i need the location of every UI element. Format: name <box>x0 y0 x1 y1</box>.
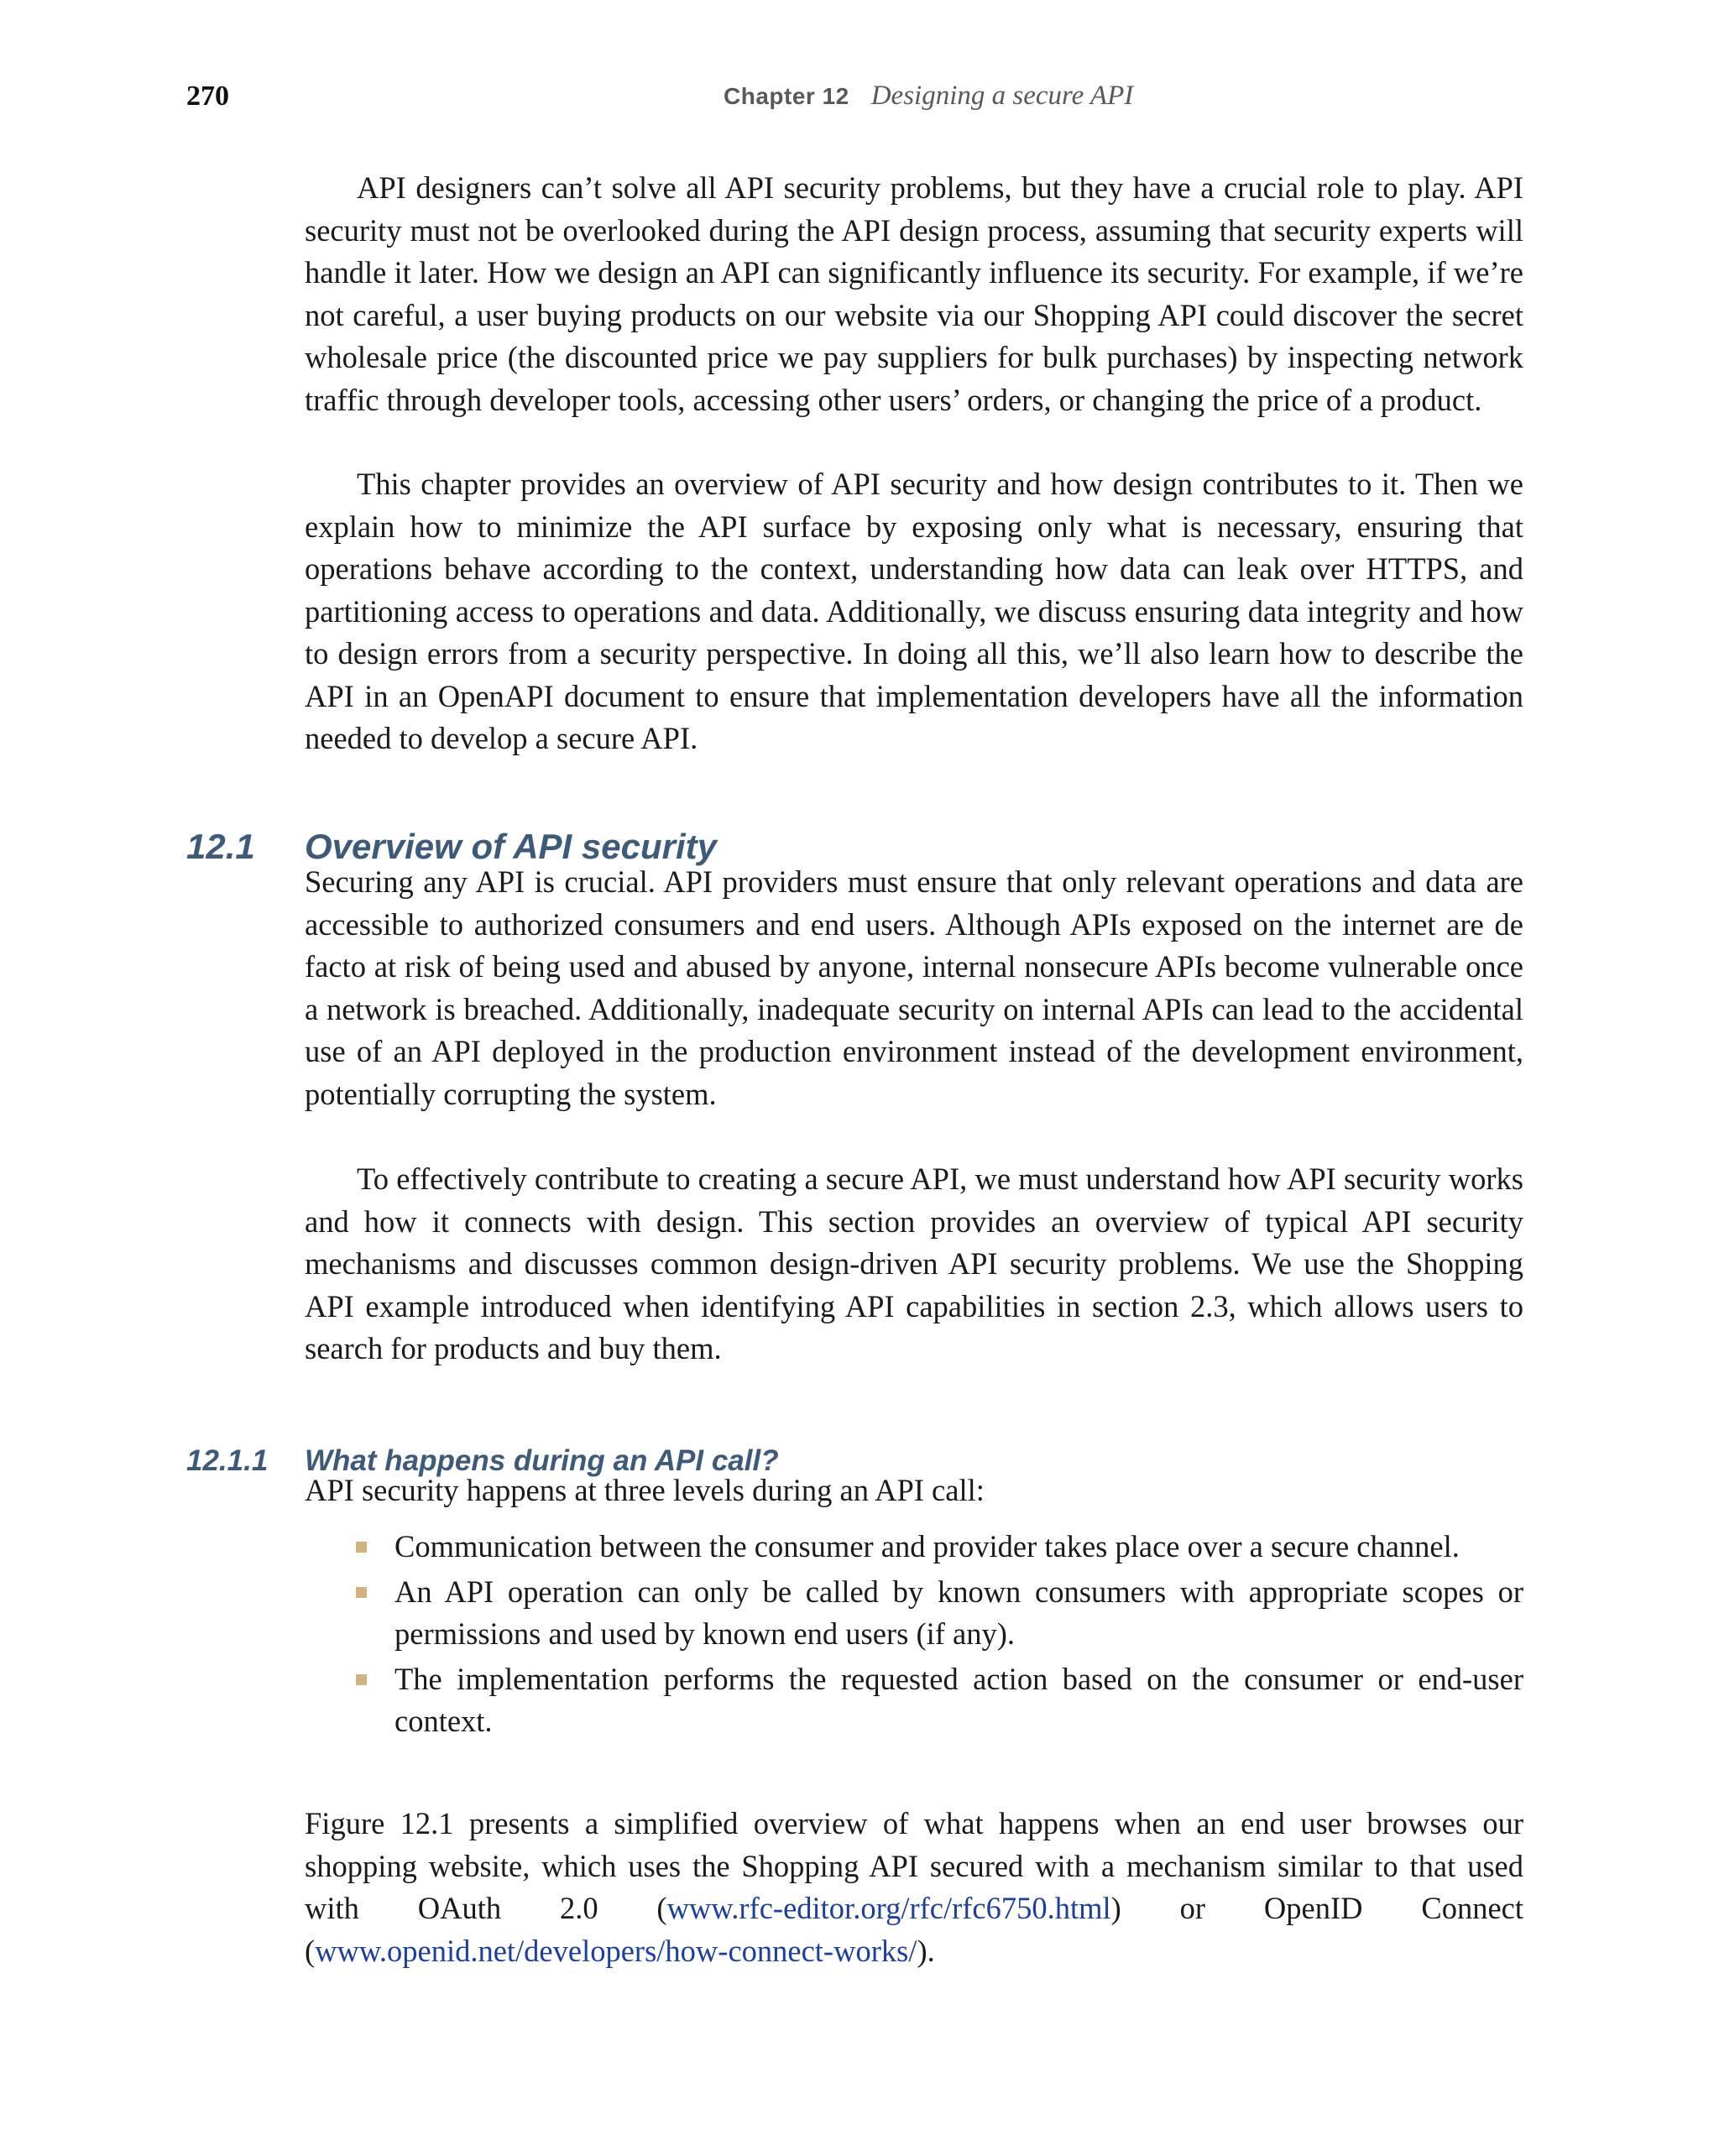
figure-intro-text-1: Figure 12.1 presents a simplified overview of what happens when an end user browses our shopping website, which uses the Shopping API secured with a mechanism similar to that used with OAuth 2.0 ( <box>305 1806 1523 1925</box>
list-item-text: Communication between the consumer and provider takes place over a secure channel. <box>394 1529 1460 1563</box>
running-head-chapter: Chapter 12 <box>724 83 849 109</box>
intro-paragraph-1: API designers can’t solve all API security problems, but they have a crucial role to play. API security must not be overlooked during the API design process, assuming that security experts will handle it later. How we design an API can significantly influence its security. For example, if we’re not careful, a user buying products on our website via our Shopping API could discover the secret wholesale price (the discounted price we pay suppliers for bulk purchases) by inspecting network traffic through developer tools, accessing other users’ orders, or changing the price of a product. <box>305 170 1523 417</box>
list-item <box>351 1571 1523 1656</box>
list-item-text: The implementation performs the requested action based on the consumer or end-user context. <box>394 1661 1523 1738</box>
page-header <box>186 81 1529 123</box>
list-item <box>351 1526 1523 1569</box>
security-levels-list <box>351 1526 1523 1746</box>
square-bullet-icon <box>356 1542 367 1553</box>
running-head-title: Designing a secure API <box>870 81 1134 111</box>
square-bullet-icon <box>356 1587 367 1598</box>
section-paragraph-1: Securing any API is crucial. API providers must ensure that only relevant operations and data are accessible to authorized consumers and end users. Although APIs exposed on the internet are de facto at risk of being used and abused by anyone, internal nonsecure APIs become vulnerable once a network is breached. Additionally, inadequate security on internal APIs can lead to the accidental use of an API deployed in the production environment instead of the development environment, potentially corrupting the system. <box>305 864 1523 1111</box>
figure-intro-paragraph <box>305 1803 1523 1972</box>
list-item-text: An API operation can only be called by known consumers with appropriate scopes or permissions and used by known end users (if any). <box>394 1574 1523 1651</box>
subsection-number: 12.1.1 <box>186 1444 269 1477</box>
list-item <box>351 1658 1523 1743</box>
section-title: Overview of API security <box>305 826 717 866</box>
running-head <box>724 81 1133 112</box>
rfc6750-link[interactable]: www.rfc-editor.org/rfc/rfc6750.html <box>666 1891 1111 1925</box>
openid-connect-link[interactable]: www.openid.net/developers/how-connect-works/ <box>315 1933 917 1968</box>
page-number: 270 <box>186 81 229 112</box>
intro-paragraph-2: This chapter provides an overview of API security and how design contributes to it. Then we explain how to minimize the API surface by exposing only what is necessary, ensuring that operations behave according to the context, understanding how data can leak over HTTPS, and partitioning access to operations and data. Additionally, we discuss ensuring data integrity and how to design errors from a security perspective. In doing all this, we’ll also learn how to describe the API in an OpenAPI document to ensure that implementation developers have all the information needed to develop a secure API. <box>305 467 1523 755</box>
figure-intro-text-2: ) or OpenID Connect ( <box>305 1891 1523 1968</box>
subsection-title: What happens during an API call? <box>305 1444 779 1477</box>
subsection-lead-paragraph: API security happens at three levels during an API call: <box>305 1473 985 1507</box>
section-paragraph-2: To effectively contribute to creating a secure API, we must understand how API security works and how it connects with design. This section provides an overview of typical API security mechanisms and discusses common design-driven API security problems. We use the Shopping API example introduced when identifying API capabilities in section 2.3, which allows users to search for products and buy them. <box>305 1162 1523 1365</box>
figure-intro-text-3: ). <box>917 1933 935 1968</box>
square-bullet-icon <box>356 1674 367 1685</box>
section-number: 12.1 <box>186 826 255 866</box>
